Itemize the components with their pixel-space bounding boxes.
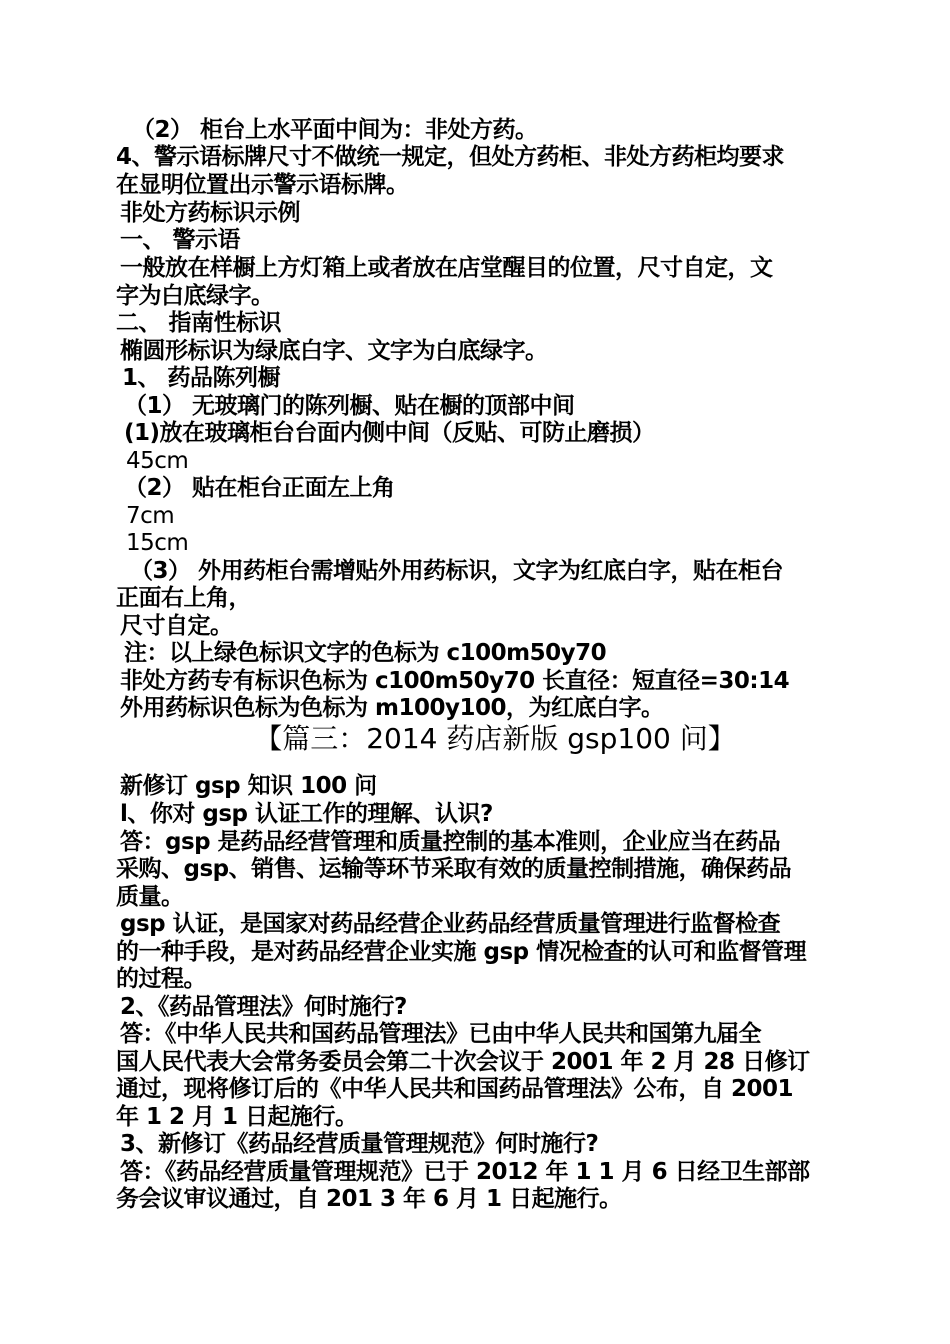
text-line: 1、 药品陈列橱 — [122, 365, 281, 391]
text-line: 15cm — [126, 530, 189, 556]
text-line: 答：gsp 是药品经营管理和质量控制的基本准则，企业应当在药品 — [120, 829, 781, 855]
text-line: 答：《中华人民共和国药品管理法》已由中华人民共和国第九届全 — [120, 1021, 761, 1047]
text-line: 正面右上角， — [116, 585, 251, 611]
text-line: 非处方药标识示例 — [120, 200, 300, 226]
text-line: 尺寸自定。 — [120, 613, 233, 639]
text-line: 注：以上绿色标识文字的色标为 c100m50y70 — [124, 640, 607, 666]
text-line: 年 1 2 月 1 日起施行。 — [116, 1104, 358, 1130]
text-line: 务会议审议通过，自 201 3 年 6 月 1 日起施行。 — [116, 1186, 622, 1212]
text-line: gsp 认证，是国家对药品经营企业药品经营质量管理进行监督检查 — [120, 911, 781, 937]
text-line: 外用药标识色标为色标为 m100y100，为红底白字。 — [120, 695, 664, 721]
text-line: （2） 贴在柜台正面左上角 — [124, 475, 395, 501]
text-line: 椭圆形标识为绿底白字、文字为白底绿字。 — [120, 338, 548, 364]
text-line: 的一种手段，是对药品经营企业实施 gsp 情况检查的认可和监督管理 — [116, 939, 807, 965]
section-heading: 【篇三：2014 药店新版 gsp100 问】 — [254, 722, 736, 755]
text-line: l、你对 gsp 认证工作的理解、认识? — [120, 801, 493, 827]
text-line: 的过程。 — [116, 966, 206, 992]
text-line: 采购、gsp、销售、运输等环节采取有效的质量控制措施，确保药品 — [116, 856, 792, 882]
text-line: 3、新修订《药品经营质量管理规范》何时施行? — [120, 1131, 599, 1157]
text-line: （1） 无玻璃门的陈列橱、贴在橱的顶部中间 — [124, 393, 575, 419]
text-line: 字为白底绿字。 — [116, 283, 274, 309]
text-line: 新修订 gsp 知识 100 问 — [120, 773, 377, 799]
text-line: （2） 柜台上水平面中间为：非处方药。 — [132, 117, 538, 143]
text-line: (1)放在玻璃柜台台面内侧中间（反贴、可防止磨损） — [124, 420, 655, 446]
text-line: 45cm — [126, 448, 189, 474]
text-line: 一、 警示语 — [120, 227, 241, 253]
text-line: 非处方药专有标识色标为 c100m50y70 长直径：短直径=30:14 — [120, 668, 790, 694]
text-line: 国人民代表大会常务委员会第二十次会议于 2001 年 2 月 28 日修订 — [116, 1049, 810, 1075]
text-line: 在显明位置出示警示语标牌。 — [116, 172, 409, 198]
text-line: 二、 指南性标识 — [116, 310, 282, 336]
text-line: 答：《药品经营质量管理规范》已于 2012 年 1 1 月 6 日经卫生部部 — [120, 1159, 810, 1185]
text-line: （3） 外用药柜台需增贴外用药标识，文字为红底白字，贴在柜台 — [130, 558, 784, 584]
text-line: 4、警示语标牌尺寸不做统一规定，但处方药柜、非处方药柜均要求 — [116, 144, 785, 170]
text-line: 7cm — [126, 503, 175, 529]
text-line: 质量。 — [116, 884, 184, 910]
text-line: 通过，现将修订后的《中华人民共和国药品管理法》公布，自 2001 — [116, 1076, 794, 1102]
text-line: 2、《药品管理法》何时施行? — [120, 994, 407, 1020]
text-line: 一般放在样橱上方灯箱上或者放在店堂醒目的位置，尺寸自定，文 — [120, 255, 773, 281]
